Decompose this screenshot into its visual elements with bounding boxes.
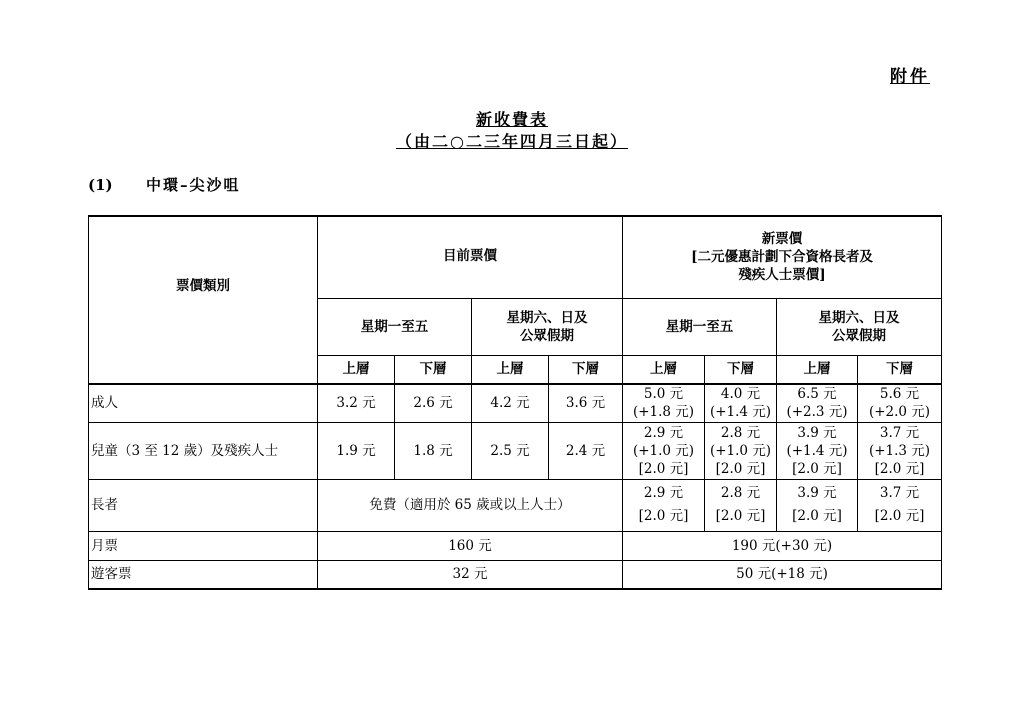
fare-cell: 3.7 元 (+1.3 元) [2.0 元] — [858, 422, 942, 479]
table-row — [89, 560, 942, 589]
fare-cell: 2.5 元 — [472, 422, 549, 479]
row-label-tourist: 遊客票 — [89, 560, 318, 589]
current-weekday-header: 星期一至五 — [318, 298, 472, 355]
fare-cell: 3.2 元 — [318, 384, 395, 422]
current-weekend-header: 星期六、日及 公眾假期 — [472, 298, 623, 355]
page-title: 新收費表 — [475, 110, 548, 129]
deck-upper-header: 上層 — [623, 355, 705, 384]
row-label-child: 兒童（3 至 12 歲）及殘疾人士 — [89, 422, 318, 479]
row-label-adult: 成人 — [89, 384, 318, 422]
new-fare-header-line3: 殘疾人士票價] — [738, 267, 826, 284]
deck-lower-header: 下層 — [705, 355, 777, 384]
fare-cell: 1.9 元 — [318, 422, 395, 479]
section-name: 中環–尖沙咀 — [146, 176, 241, 194]
fare-cell: 2.8 元 (+1.0 元) [2.0 元] — [705, 422, 777, 479]
table-row — [89, 422, 942, 479]
fare-cell: 4.0 元 (+1.4 元) — [705, 384, 777, 422]
deck-lower-header: 下層 — [395, 355, 472, 384]
fare-cell: 6.5 元 (+2.3 元) — [777, 384, 858, 422]
table-row — [89, 531, 942, 560]
fare-cell: 4.2 元 — [472, 384, 549, 422]
new-fare-header — [623, 216, 942, 298]
section-number: (1) — [88, 176, 113, 194]
deck-upper-header: 上層 — [318, 355, 395, 384]
fare-cell: 5.0 元 (+1.8 元) — [623, 384, 705, 422]
deck-upper-header: 上層 — [777, 355, 858, 384]
fare-cell: 160 元 — [318, 531, 623, 560]
fare-cell: 3.6 元 — [549, 384, 623, 422]
fare-cell: 2.4 元 — [549, 422, 623, 479]
new-fare-header-line2: [二元優惠計劃下合資格長者及 — [691, 249, 873, 266]
new-fare-header-line1: 新票價 — [761, 231, 803, 248]
deck-upper-header: 上層 — [472, 355, 549, 384]
fare-cell: 50 元(+18 元) — [623, 560, 942, 589]
new-weekday-header: 星期一至五 — [623, 298, 777, 355]
table-row — [89, 384, 942, 422]
fare-type-header: 票價類別 — [89, 216, 318, 384]
deck-lower-header: 下層 — [858, 355, 942, 384]
fare-cell: 32 元 — [318, 560, 623, 589]
row-label-elderly: 長者 — [89, 479, 318, 531]
fare-cell-free: 免費（適用於 65 歲或以上人士） — [318, 479, 623, 531]
fare-cell: 2.6 元 — [395, 384, 472, 422]
page-subtitle: （由二○二三年四月三日起） — [396, 132, 628, 151]
annex-label: 附件 — [890, 67, 930, 87]
fare-cell: 2.8 元 [2.0 元] — [705, 479, 777, 531]
table-row — [89, 479, 942, 531]
fare-cell: 3.9 元 (+1.4 元) [2.0 元] — [777, 422, 858, 479]
fare-cell: 2.9 元 [2.0 元] — [623, 479, 705, 531]
deck-lower-header: 下層 — [549, 355, 623, 384]
fare-cell: 3.9 元 [2.0 元] — [777, 479, 858, 531]
fare-cell: 1.8 元 — [395, 422, 472, 479]
current-fare-header: 目前票價 — [318, 216, 623, 298]
fare-cell: 3.7 元 [2.0 元] — [858, 479, 942, 531]
fare-table — [88, 215, 942, 590]
row-label-monthly: 月票 — [89, 531, 318, 560]
fare-cell: 2.9 元 (+1.0 元) [2.0 元] — [623, 422, 705, 479]
new-weekend-header: 星期六、日及 公眾假期 — [777, 298, 942, 355]
fare-cell: 190 元(+30 元) — [623, 531, 942, 560]
section-heading — [88, 174, 241, 195]
fare-cell: 5.6 元 (+2.0 元) — [858, 384, 942, 422]
